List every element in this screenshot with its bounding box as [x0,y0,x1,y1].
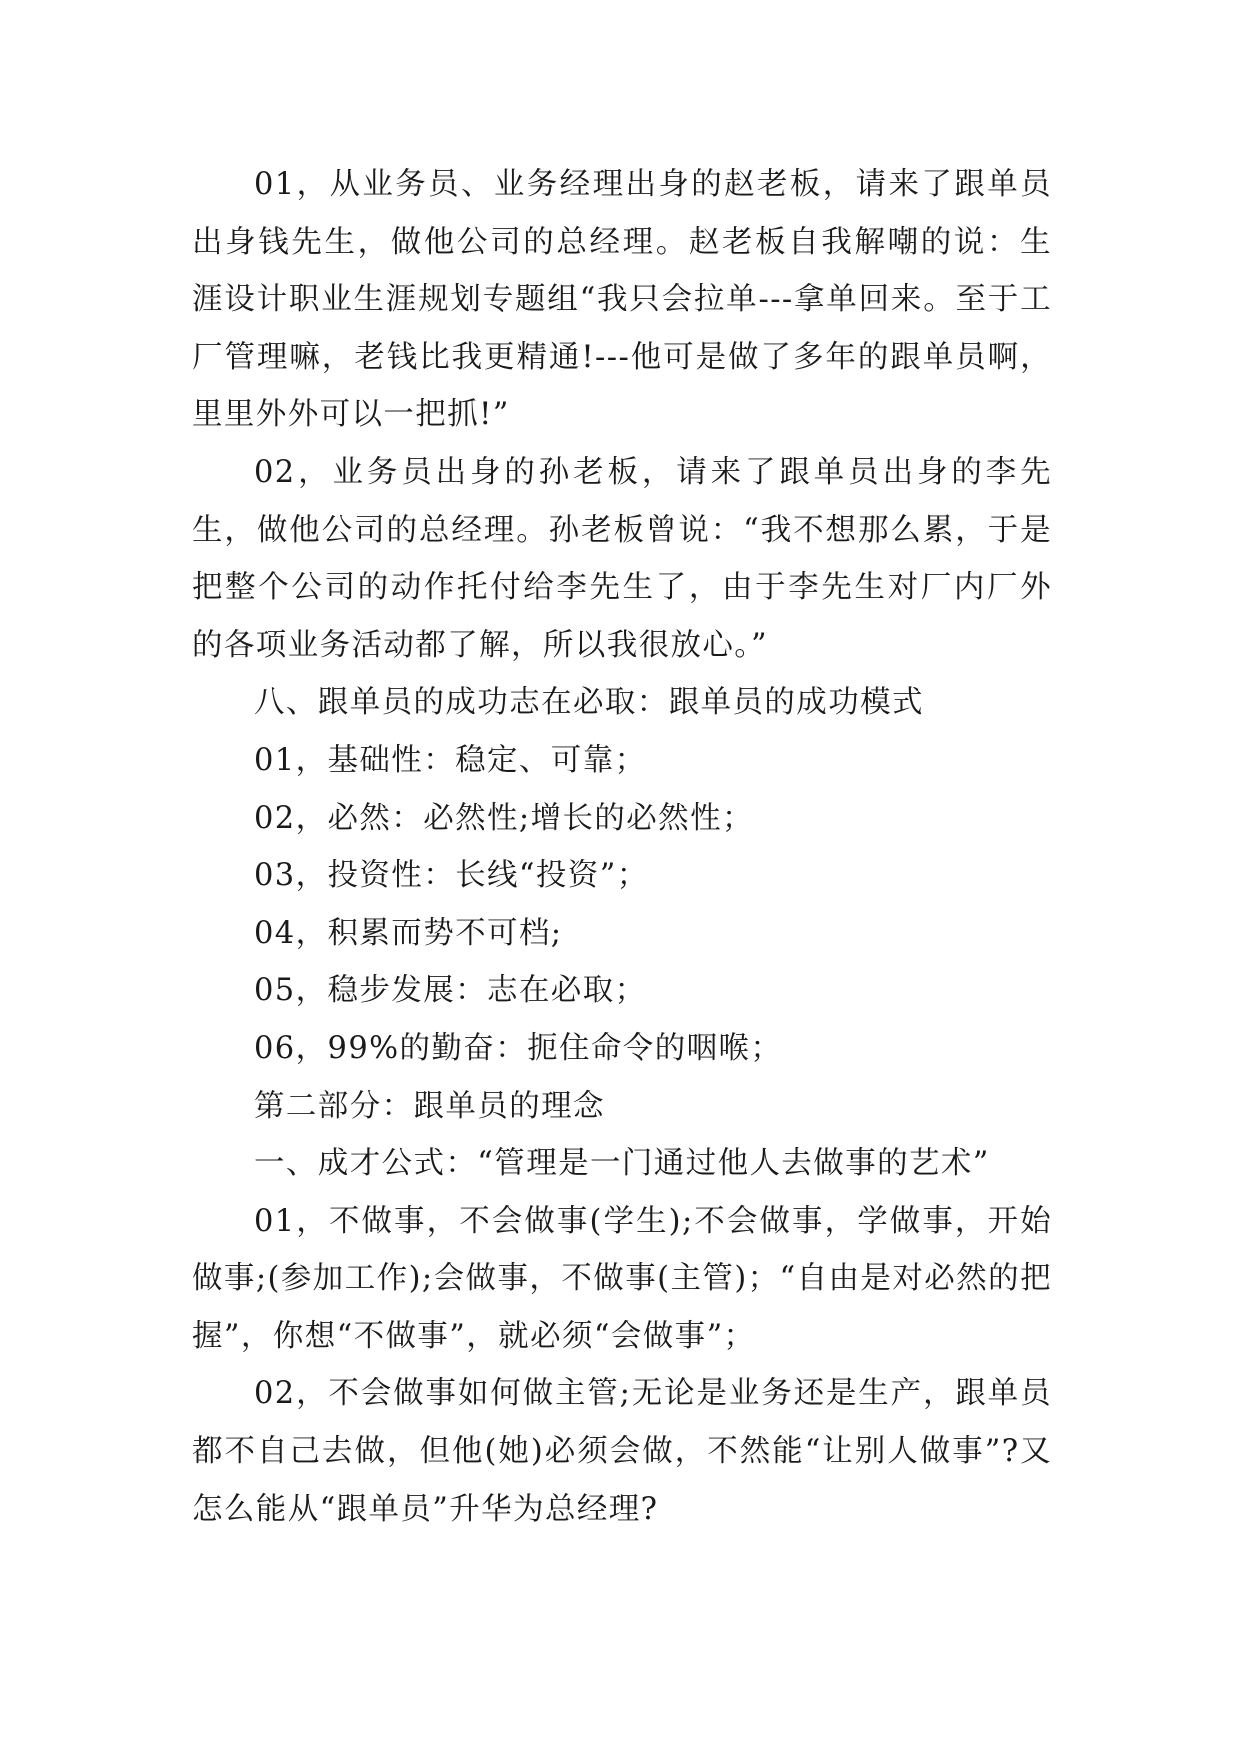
list-item-diligence: 06，99%的勤奋：扼住命令的咽喉； [254,1030,783,1066]
paragraph-becoming-manager: 02，不会做事如何做主管;无论是业务还是生产，跟单员都不自己去做，但他(她)必须会做，不然能“让别人做事”?又怎么能从“跟单员”升华为总经理? [192,1376,1052,1527]
paragraph-zhao-boss-case: 01，从业务员、业务经理出身的赵老板，请来了跟单员出身钱先生，做他公司的总经理。赵老板自我解嘲的说：生涯设计职业生涯规划专题组“我只会拉单---拿单回来。至于工厂管理嘛，老钱比我更精通!---他可是做了多年的跟单员啊，里里外外可以一把抓!” [192,167,1052,433]
paragraph-doing-things: 01，不做事，不会做事(学生);不会做事，学做事，开始做事;(参加工作);会做事，不做事(主管)；“自由是对必然的把握”，你想“不做事”，就必须“会做事”； [192,1203,1052,1354]
list-item-accumulation: 04，积累而势不可档; [254,915,563,951]
list-item-foundation: 01，基础性：稳定、可靠； [254,742,647,778]
list-item-necessity: 02，必然：必然性;增长的必然性； [254,800,754,836]
paragraph-sun-boss-case: 02，业务员出身的孙老板，请来了跟单员出身的李先生，做他公司的总经理。孙老板曾说：“我不想那么累，于是把整个公司的动作托付给李先生了，由于李先生对厂内厂外的各项业务活动都了解，所以我很放心。” [192,454,1052,663]
list-item-steady-development: 05，稳步发展：志在必取； [254,973,647,1009]
section-heading-talent-formula: 一、成才公式：“管理是一门通过他人去做事的艺术” [254,1146,990,1182]
document-body [192,156,1052,1538]
section-heading-success-model: 八、跟单员的成功志在必取：跟单员的成功模式 [254,685,924,721]
part-heading-philosophy: 第二部分：跟单员的理念 [254,1088,605,1124]
list-item-investment: 03，投资性：长线“投资”； [254,858,649,894]
